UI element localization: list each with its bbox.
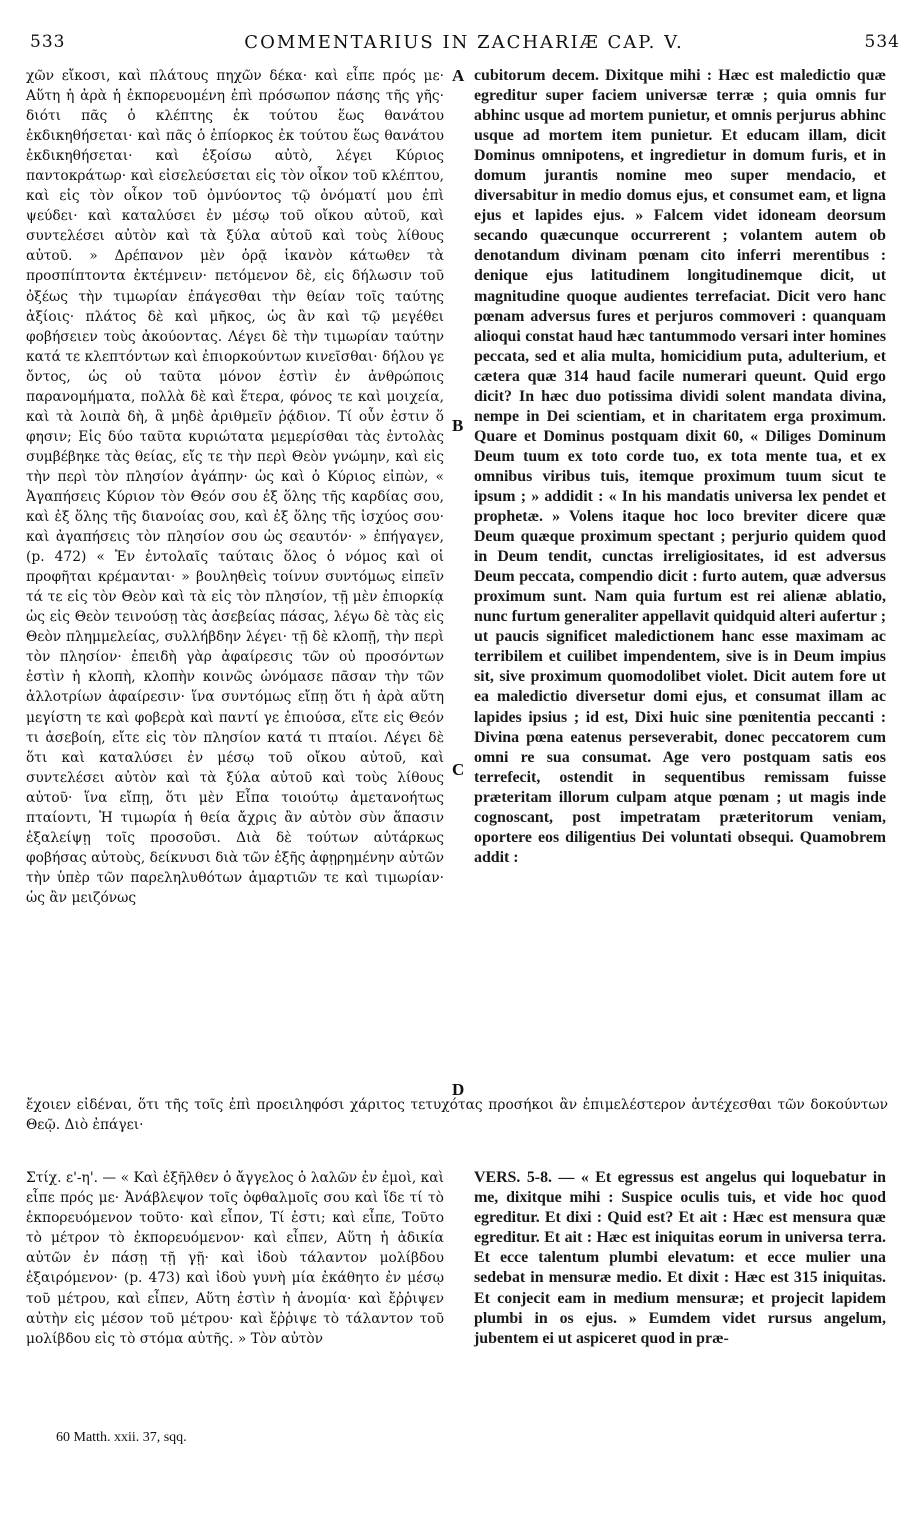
latin-verse-text: VERS. 5-8. — « Et egressus est angelus qui loquebatur in me, dixitque mihi : Suspice oculis tuis, et vide hoc quod egreditur. Et dixi : Quid est? Et ait : Hæc est mensura quæ egreditur. Et ait : Hæc est iniquitas eorum in universa terra. Et ecce talentum plumbi elevatum: et ecce mulier una sedebat in mensuræ medio. Et dixit : Hæc est 315 iniquitas. Et conjecit eam in medium mensuræ; et projecit lapidem plumbi in os ejus. » Eumdem videt rursus angelum, jubentem ei ut aspiceret quod in præ- xyxy=(474,1169,886,1347)
latin-verse-column xyxy=(474,1168,886,1349)
footnote: 60 Matth. xxii. 37, sqq. xyxy=(56,1430,187,1445)
greek-verse-column xyxy=(26,1168,444,1349)
greek-column xyxy=(26,66,444,908)
greek-bridge-text: ἔχοιεν εἰδέναι, ὅτι τῆς τοῖς ἐπὶ προειληφόσι χάριτος τετυχότας προσήκοι ἂν ἐπιμελέστερον ἀντέχεσθαι τῶν δοκούντων Θεῷ. Διὸ ἐπάγει· xyxy=(26,1097,888,1133)
latin-text: cubitorum decem. Dixitque mihi : Hæc est maledictio quæ egreditur super faciem universæ terræ ; quia omnis fur abhinc usque ad mortem punietur, et omnis perjurus abhinc usque ad mortem item punietur. Et educam illam, dicit Dominus omnipotens, et ingredietur in domum furis, et in domum jurantis nomine meo super mendacio, et diversabitur in medio domus ejus, et consumet eam, et ligna ejus et lapides ejus. » Falcem videt idoneam deorsum secando quæcunque occurrerent ; volantem autem ob denotandum divinam pœnam cito inferri merentibus : denique ejus latitudinem longitudinemque dicit, ut magnitudine quoque audientes terrefaciat. Dicit vero hanc pœnam adversus fures et perjuros commoveri : quanquam alioqui constat haud hæc tantummodo versari inter homines peccata, sed et alia multa, homicidium puta, adulterium, et cætera quæ 314 haud facile numerari queunt. Quid ergo dicit? In hæc duo potissima dividi solent mandata divina, nempe in Dei scientiam, et in charitatem erga proximum. Quare et Dominus postquam dixit 60, « Diliges Dominum Deum tuum ex toto corde tuo, ex tota mente tua, et ex omnibus viribus tuis, itemque proximum tuum sicut te ipsum ; » addidit : « In his mandatis universa lex pendet et prophetæ. » Volens itaque hoc loco breviter dicere quæ Deum quæque proximum spectant ; perjurio quidem quod in Deum tendit, cunctas irreligiositates, id est adversus Deum peccata, compendio dicit : furto autem, quæ adversus proximum sunt. Nam quia furtum est rei alienæ ablatio, nunc furtum generaliter appellavit quidquid alteri aufertur ; ut paucis significet maledictionem hanc esse maximam ac terribilem et cuilibet impendentem, sive is in Deum impius sit, sive proximum quomodolibet violet. Dicit autem fore ut ea maledictio diversetur domi ejus, et consumat illam ac lapides ipsius ; id est, Dixi huic sine pœnitentia peccanti : Divina pœna eatenus perseverabit, donec peccatorem cum omni re sua consumat. Age vero postquam satis eos terrefecit, ostendit in sequentibus remissam fuisse præteritam illorum culpam atque pœnam ; ut magis inde cognoscant, post impetratam præteritorum veniam, oportere eos diligentius Dei voluntati obsequi. Quamobrem addit : xyxy=(474,67,886,866)
page-number-left: 533 xyxy=(30,32,66,52)
latin-column xyxy=(474,66,886,868)
page-header xyxy=(28,32,900,62)
margin-marker-c: C xyxy=(452,760,465,779)
greek-verse-text: Στίχ. ε'-η'. — « Καὶ ἐξῆλθεν ὁ ἄγγελος ὁ λαλῶν ἐν ἐμοὶ, καὶ εἶπε πρός με· Ἀνάβλεψον τοῖς ὀφθαλμοῖς σου καὶ ἴδε τί τὸ ἐκπορευόμενον τοῦτο· καὶ εἶπον, Τί ἐστι; καὶ εἶπε, Τοῦτο τὸ μέτρον τὸ ἐκπορευόμενον· καὶ εἶπεν, Αὕτη ἡ ἀδικία αὐτῶν ἐν πάσῃ τῇ γῇ· καὶ ἰδοὺ τάλαντον μολίβδου ἐξαιρόμενον· (p. 473) καὶ ἰδοὺ γυνὴ μία ἐκάθητο ἐν μέσῳ τοῦ μέτρου, καὶ εἶπεν, Αὕτη ἐστὶν ἡ ἀνομία· καὶ ἔῤῥιψεν αὐτὴν εἰς μέσον τοῦ μέτρου· καὶ ἔῤῥιψε τὸ τάλαντον τοῦ μολίβδου εἰς τὸ στόμα αὐτῆς. » Τὸν αὐτὸν xyxy=(26,1170,444,1347)
margin-marker-b: B xyxy=(452,416,464,435)
greek-text: χῶν εἴκοσι, καὶ πλάτους πηχῶν δέκα· καὶ εἶπε πρός με· Αὕτη ἡ ἀρὰ ἡ ἐκπορευομένη ἐπὶ πρόσωπον πάσης τῆς γῆς· διότι πᾶς ὁ κλέπτης ἐκ τούτου ἕως θανάτου ἐκδικηθήσεται· καὶ πᾶς ὁ ἐπίορκος ἐκ τούτου ἕως θανάτου ἐκδικηθήσεται· καὶ ἐξοίσω αὐτὸ, λέγει Κύριος παντοκράτωρ· καὶ εἰσελεύσεται εἰς τὸν οἶκον τοῦ κλέπτου, καὶ εἰς τὸν οἶκον τοῦ ὀμνύοντος τῷ ὀνόματί μου ἐπὶ ψεύδει· καὶ καταλύσει ἐν μέσῳ τοῦ οἴκου αὐτοῦ, καὶ συντελέσει αὐτὸν καὶ τὰ ξύλα αὐτοῦ καὶ τοὺς λίθους αὐτοῦ. » Δρέπανον μὲν ὁρᾷ ἱκανὸν κάτωθεν τὰ προσπίπτοντα ἐκτέμνειν· πετόμενον δὲ, εἰς δήλωσιν τοῦ ὀξέως τὴν τιμωρίαν ἐπάγεσθαι τὴν θείαν τοῖς ταύτης ἀξίοις· πλάτος δὲ καὶ μῆκος, ὡς ἂν καὶ τῷ μεγέθει φοβήσειεν τοὺς ἀκούοντας. Λέγει δὲ τὴν τιμωρίαν ταύτην κατά τε κλεπτόντων καὶ ἐπιορκούντων κινεῖσθαι· δήλου γε ὄντος, ὡς οὐ ταῦτα μόνον ἐστὶν ἐν ἀνθρώποις παρανομήματα, πολλὰ δὲ καὶ ἕτερα, φόνος τε καὶ μοιχεία, καὶ τὰ λοιπὰ δὴ, ἃ μηδὲ ἀριθμεῖν ῥᾴδιον. Τί οὖν ἐστιν ὅ φησιν; Εἰς δύο ταῦτα κυριώτατα μεμερίσθαι τὰς ἐντολὰς συμβέβηκε τὰς θείας, εἴς τε τὴν περὶ Θεὸν γνώμην, καὶ εἰς τὴν περὶ τὸν πλησίον ἀγάπην· ὡς καὶ ὁ Κύριος εἰπὼν, « Ἀγαπήσεις Κύριον τὸν Θεόν σου ἐξ ὅλης τῆς καρδίας σου, καὶ ἐξ ὅλης τῆς διανοίας σου, καὶ ἐξ ὅλης τῆς ἰσχύος σου· καὶ ἀγαπήσεις τὸν πλησίον σου ὡς σεαυτόν· » ἐπήγαγεν, (p. 472) « Ἐν ἐντολαῖς ταύταις ὅλος ὁ νόμος καὶ οἱ προφῆται κρέμανται· » βουληθεὶς τοίνυν συντόμως εἰπεῖν τά τε εἰς τὸν Θεὸν καὶ τὰ εἰς τὸν πλησίον, τῇ μὲν ἐπιορκίᾳ ὡς εἰς Θεὸν τεινούσῃ τὰς ἀσεβείας πάσας, λέγω δὲ τὰς εἰς Θεὸν πλημμελείας, συλλήβδην λέγει· τῇ δὲ κλοπῇ, τὴν περὶ τὸν πλησίον· ἐπειδὴ γὰρ ἀφαίρεσις τῶν οὐ προσόντων ἐστὶν ἡ κλοπὴ, κλοπὴν κοινῶς ὠνόμασε πᾶσαν τὴν τῶν ἀλλοτρίων ἀφαίρεσιν· ἵνα συντόμως εἴπῃ ὅτι ἡ ἀρὰ αὕτη μεγίστη τε καὶ φοβερὰ καὶ παντί γε ἐπιούσα, εἴτε εἰς Θεόν τι ἀσεβοίη, εἴτε εἰς τὸν πλησίον κατά τι πταίοι. Λέγει δὲ ὅτι καὶ καταλύσει ἐν μέσῳ τοῦ οἴκου αὐτοῦ, καὶ συντελέσει αὐτὸν καὶ τὰ ξύλα αὐτοῦ καὶ τοὺς λίθους αὐτοῦ· ἵνα εἴπῃ, ὅτι μὲν Εἶπα τοιούτῳ ἀμετανοήτως πταίοντι, Ἡ τιμωρία ἡ θεία ἄχρις ἂν αὐτὸν σὺν ἅπασιν ἐξαλείψῃ τοῖς προσοῦσι. Διὰ δὲ τούτων αὐτάρκως φοβήσας αὐτοὺς, δείκνυσι διὰ τῶν ἑξῆς ἀφῃρημένην αὐτῶν τὴν ὑπὲρ τῶν παρεληλυθότων ἁμαρτιῶν τε καὶ τιμωρίαν· ὡς ἂν μειζόνως xyxy=(26,68,444,906)
margin-marker-d: D xyxy=(452,1080,465,1099)
page-number-right: 534 xyxy=(864,32,900,52)
greek-fullwidth-line xyxy=(26,1095,888,1135)
margin-marker-a: A xyxy=(452,66,465,85)
running-title: COMMENTARIUS IN ZACHARIÆ CAP. V. xyxy=(244,32,684,53)
